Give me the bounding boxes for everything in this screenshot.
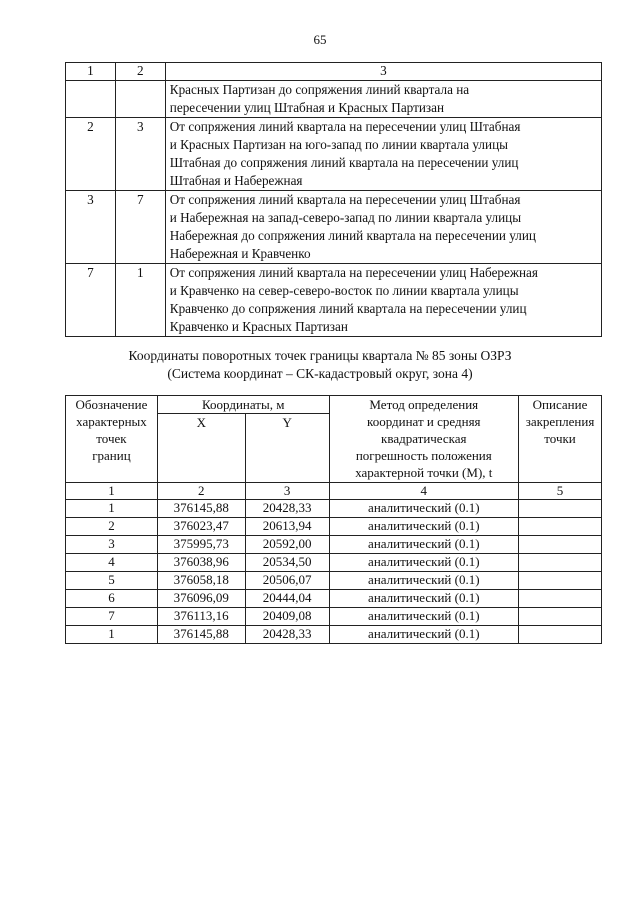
designation-header: [66, 396, 158, 483]
coord-description: [519, 500, 602, 518]
coord-y: 20592,00: [245, 536, 329, 554]
route-description-line: От сопряжения линий квартала на пересечении улиц Штабная: [169, 192, 521, 207]
x-header: X: [157, 414, 245, 483]
point-id: 1: [66, 500, 158, 518]
designation-header-line: границ: [92, 448, 131, 463]
page-number: 65: [313, 32, 327, 47]
route-from-point: 7: [66, 264, 116, 337]
route-description-line: пересечении улиц Штабная и Красных Партизан: [169, 100, 445, 115]
coord-x: 376058,18: [157, 572, 245, 590]
coord-method: аналитический (0.1): [329, 590, 518, 608]
route-description: [165, 191, 601, 264]
coord-table-caption-line2: (Система координат – СК-кадастровый округ, зона 4): [167, 366, 473, 381]
coord-table-caption-line1: Координаты поворотных точек границы квартала № 85 зоны ОЗРЗ: [128, 348, 512, 363]
y-header: Y: [245, 414, 329, 483]
coord-description: [519, 554, 602, 572]
method-header: [329, 396, 518, 483]
coord-description: [519, 626, 602, 644]
route-description-line: и Кравченко на север-северо-восток по линии квартала улицы: [169, 283, 519, 298]
route-description: [165, 81, 601, 118]
route-to-point: 3: [115, 118, 165, 191]
route-row: [66, 81, 602, 118]
coord-method: аналитический (0.1): [329, 500, 518, 518]
point-id: 1: [66, 626, 158, 644]
designation-header-line: Обозначение: [75, 397, 148, 412]
coord-description: [519, 572, 602, 590]
coord-x: 376145,88: [157, 626, 245, 644]
description-header-line: закрепления: [525, 414, 595, 429]
coord-y: 20428,33: [245, 500, 329, 518]
point-id: 5: [66, 572, 158, 590]
route-from-point: 2: [66, 118, 116, 191]
coord-y: 20613,94: [245, 518, 329, 536]
route-from-point: 3: [66, 191, 116, 264]
coordinates-table: [65, 395, 602, 644]
route-to-point: 7: [115, 191, 165, 264]
coord-row: [66, 572, 602, 590]
route-from-point: [66, 81, 116, 118]
designation-header-line: точек: [96, 431, 127, 446]
coord-row: [66, 590, 602, 608]
method-header-line: характерной точки (М), t: [355, 465, 493, 480]
coord-description: [519, 518, 602, 536]
designation-header-line: характерных: [76, 414, 147, 429]
coord-x: 376096,09: [157, 590, 245, 608]
route-description-line: Штабная до сопряжения линий квартала на пересечении улиц: [169, 155, 519, 170]
description-header: [519, 396, 602, 483]
column-number: 5: [519, 483, 602, 500]
route-description: [165, 264, 601, 337]
coord-x: 376145,88: [157, 500, 245, 518]
coord-description: [519, 608, 602, 626]
column-number: 2: [157, 483, 245, 500]
route-header-col3: 3: [165, 63, 601, 81]
coord-row: [66, 608, 602, 626]
method-header-line: Метод определения: [369, 397, 479, 412]
route-description-line: и Красных Партизан на юго-запад по линии квартала улицы: [169, 137, 508, 152]
coord-x: 375995,73: [157, 536, 245, 554]
coord-x: 376023,47: [157, 518, 245, 536]
coord-y: 20444,04: [245, 590, 329, 608]
route-description-line: Кравченко и Красных Партизан: [169, 319, 348, 334]
route-description-line: Набережная и Кравченко: [169, 246, 311, 261]
route-description-line: Кравченко до сопряжения линий квартала на пересечении улиц: [169, 301, 527, 316]
route-description-line: Штабная и Набережная: [169, 173, 303, 188]
method-header-line: квадратическая: [381, 431, 467, 446]
coord-description: [519, 536, 602, 554]
route-description-line: От сопряжения линий квартала на пересечении улиц Набережная: [169, 265, 538, 280]
coord-row: [66, 500, 602, 518]
coord-header-row: [66, 396, 602, 414]
coord-row: [66, 518, 602, 536]
route-row: [66, 118, 602, 191]
coord-method: аналитический (0.1): [329, 626, 518, 644]
route-header-col2: 2: [115, 63, 165, 81]
point-id: 4: [66, 554, 158, 572]
point-id: 7: [66, 608, 158, 626]
method-header-line: координат и средняя: [367, 414, 481, 429]
route-description-line: Красных Партизан до сопряжения линий квартала на: [169, 82, 470, 97]
route-description-line: От сопряжения линий квартала на пересечении улиц Штабная: [169, 119, 521, 134]
route-header-col1: 1: [66, 63, 116, 81]
point-id: 3: [66, 536, 158, 554]
route-table-header-row: [66, 63, 602, 81]
coordinates-header: Координаты, м: [157, 396, 329, 414]
coord-y: 20506,07: [245, 572, 329, 590]
coord-y: 20409,08: [245, 608, 329, 626]
route-to-point: 1: [115, 264, 165, 337]
column-number-row: [66, 483, 602, 500]
coord-row: [66, 626, 602, 644]
point-id: 6: [66, 590, 158, 608]
coord-row: [66, 554, 602, 572]
route-row: [66, 191, 602, 264]
column-number: 3: [245, 483, 329, 500]
coord-method: аналитический (0.1): [329, 572, 518, 590]
route-table: [65, 62, 602, 337]
route-description-line: и Набережная на запад-северо-запад по линии квартала улицы: [169, 210, 522, 225]
description-header-line: Описание: [532, 397, 588, 412]
route-row: [66, 264, 602, 337]
coord-y: 20428,33: [245, 626, 329, 644]
coord-method: аналитический (0.1): [329, 536, 518, 554]
route-to-point: [115, 81, 165, 118]
point-id: 2: [66, 518, 158, 536]
coord-x: 376113,16: [157, 608, 245, 626]
route-description-line: Набережная до сопряжения линий квартала на пересечении улиц: [169, 228, 536, 243]
column-number: 4: [329, 483, 518, 500]
route-description: [165, 118, 601, 191]
description-header-line: точки: [544, 431, 576, 446]
coord-x: 376038,96: [157, 554, 245, 572]
coord-row: [66, 536, 602, 554]
coord-method: аналитический (0.1): [329, 608, 518, 626]
method-header-line: погрешность положения: [355, 448, 492, 463]
coord-y: 20534,50: [245, 554, 329, 572]
coord-method: аналитический (0.1): [329, 518, 518, 536]
column-number: 1: [66, 483, 158, 500]
coord-method: аналитический (0.1): [329, 554, 518, 572]
coord-description: [519, 590, 602, 608]
